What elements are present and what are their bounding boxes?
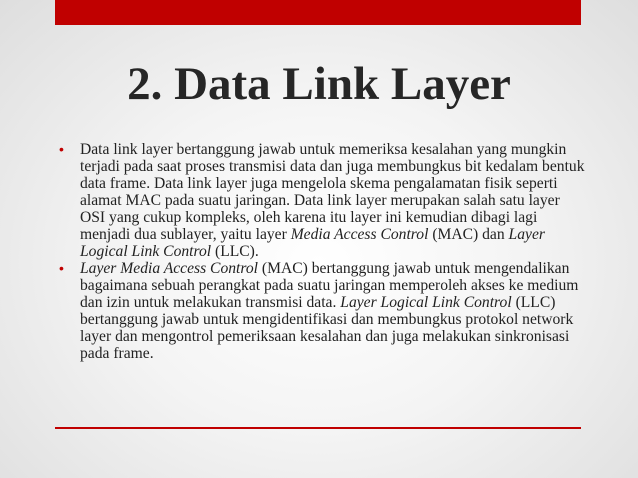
- bullet-1-italic-llc: Layer Logical Link Control: [80, 226, 545, 260]
- slide-title: 2. Data Link Layer: [127, 58, 511, 110]
- bottom-divider: [55, 427, 581, 429]
- bullet-item-1: [58, 141, 586, 260]
- bullet-1-text-2: (MAC) dan: [428, 226, 509, 243]
- top-accent-bar: [55, 0, 581, 25]
- bullet-2-text-1: (MAC) bertanggung jawab untuk mengendalikan bagaimana sebuah perangkat pada suatu jaringan memperoleh akses ke medium dan izin untuk melakukan transmisi data.: [80, 260, 579, 311]
- bullet-1-text-1: Data link layer bertanggung jawab untuk memeriksa kesalahan yang mungkin terjadi pada saat proses transmisi data dan juga membungkus bit kedalam bentuk data frame. Data link layer juga mengelola skema pengalamatan fisik seperti alamat MAC pada suatu jaringan. Data link layer merupakan salah satu layer OSI yang cukup kompleks, oleh karena itu layer ini kemudian dibagi lagi menjadi dua sublayer, yaitu layer: [80, 141, 585, 243]
- bullet-2-italic-mac: Layer Media Access Control: [80, 260, 259, 277]
- bullet-marker: •: [59, 260, 64, 276]
- bullet-item-2: [58, 260, 586, 362]
- bullet-1-italic-mac: Media Access Control: [290, 226, 429, 243]
- bullet-1-text-3: (LLC).: [211, 243, 259, 260]
- bullet-2-italic-llc: Layer Logical Link Control: [340, 294, 512, 311]
- bullet-marker: •: [59, 141, 64, 157]
- bullet-2-text-2: (LLC) bertanggung jawab untuk mengidentifikasi dan membungkus protokol network layer dan mengontrol pemeriksaan kesalahan dan juga melakukan sinkronisasi pada frame.: [80, 294, 574, 362]
- bullet-list: [58, 141, 586, 362]
